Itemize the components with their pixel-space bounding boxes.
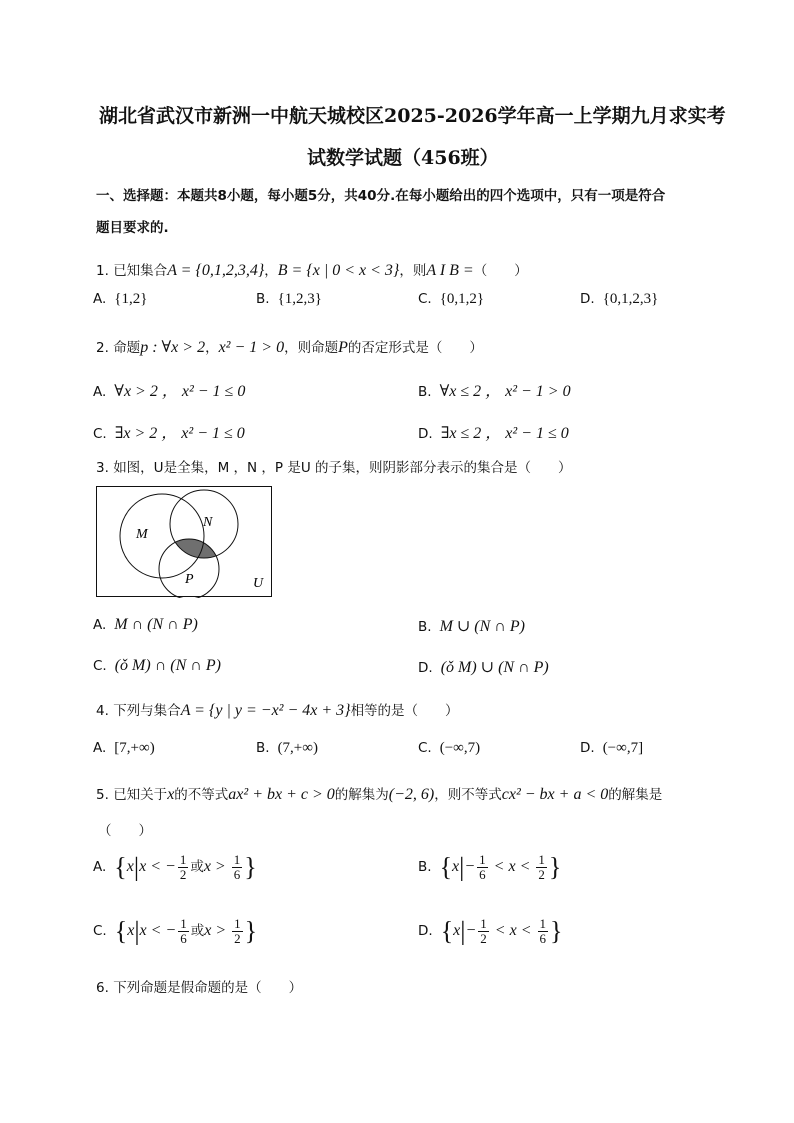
option-label: C. — [93, 426, 107, 442]
q1-option-b — [256, 291, 322, 308]
fraction: $\frac{1}{2}$ — [480, 915, 487, 946]
question-number: 5. — [96, 787, 109, 803]
q2-option-c — [93, 420, 245, 443]
math-expression: P — [338, 339, 348, 356]
option-text: ∃x > 2 ， x² − 1 ≤ 0 — [114, 425, 245, 442]
q3-option-d — [418, 657, 549, 677]
q5-option-b: B. {x|− $\frac{1}{6}$ < x < $\frac{1}{2}$ } — [418, 851, 562, 882]
or-text: 或 — [190, 858, 204, 875]
option-text: ∃x ≤ 2 ， x² − 1 ≤ 0 — [440, 425, 569, 442]
option-text: M ∪ (N ∩ P) — [439, 618, 525, 635]
q4-option-d — [580, 740, 643, 757]
title-line-1: 湖北省武汉市新洲一中航天城校区2025-2026学年高一上学期九月求实考 — [99, 105, 726, 127]
q2-option-d — [418, 420, 569, 443]
math-expression: A I B = — [426, 262, 474, 279]
option-label: D. — [580, 740, 595, 756]
answer-paren: （ ） — [473, 263, 528, 279]
option-label: C. — [93, 658, 107, 674]
option-text: ∀x ≤ 2 ， x² − 1 > 0 — [439, 383, 571, 400]
option-text: {1,2,3} — [277, 291, 322, 307]
q4-option-a — [93, 740, 155, 757]
fraction: $\frac{1}{6}$ — [479, 851, 486, 882]
q3-option-c — [93, 657, 221, 675]
option-label: A. — [93, 740, 107, 756]
math-expression: x² − 1 > 0 — [218, 339, 285, 356]
or-text: 或 — [190, 922, 205, 939]
title-line-2: 试数学试题（456班） — [307, 147, 499, 169]
q1-option-d — [580, 291, 658, 308]
question-text: 相等的是（ ） — [350, 703, 459, 719]
option-text: (−∞,7] — [602, 740, 644, 756]
option-label: A. — [93, 617, 107, 633]
question-number: 3. — [96, 460, 109, 476]
question-text: 的解集是 — [608, 787, 663, 803]
q4-option-c — [418, 740, 480, 757]
q2-option-b — [418, 378, 571, 401]
option-label: C. — [93, 922, 107, 939]
math-expression: A = {0,1,2,3,4} — [167, 262, 265, 279]
q2-option-a — [93, 378, 245, 401]
option-text: M ∩ (N ∩ P) — [114, 616, 198, 633]
option-label: B. — [256, 740, 270, 756]
section-heading-line-1: 一、选择题：本题共8小题，每小题5分，共40分.在每小题给出的四个选项中，只有一项是符合 — [96, 188, 666, 204]
option-text: [7,+∞) — [114, 740, 155, 756]
question-number: 6. — [96, 980, 109, 996]
option-label: A. — [93, 384, 107, 400]
circle-m — [120, 494, 204, 578]
math-expression: (−2, 6) — [388, 786, 435, 803]
q3-option-b — [418, 616, 525, 636]
label-m: M — [136, 527, 148, 542]
question-6-stem — [96, 976, 302, 996]
question-text: 下列命题是假命题的是（ ） — [113, 980, 303, 996]
option-label: B. — [418, 384, 432, 400]
question-3-stem — [96, 456, 572, 476]
fraction: $\frac{1}{2}$ — [538, 851, 545, 882]
option-text: (−∞,7) — [439, 740, 481, 756]
question-text: ，则 — [399, 263, 427, 279]
option-text: (ǒ M) ∪ (N ∩ P) — [440, 659, 549, 676]
question-text: 已知集合 — [113, 263, 168, 279]
option-label: C. — [418, 291, 432, 307]
question-text: 下列与集合 — [113, 703, 181, 719]
option-text: {0,1,2,3} — [602, 291, 659, 307]
question-number: 2. — [96, 340, 109, 356]
option-label: B. — [418, 858, 432, 875]
option-label: A. — [93, 291, 107, 307]
option-label: D. — [418, 660, 433, 676]
math-expression: p : ∀x > 2 — [140, 339, 206, 356]
question-text: 的否定形式是（ ） — [347, 340, 483, 356]
fraction: $\frac{1}{2}$ — [179, 851, 187, 882]
question-5-stem — [96, 783, 662, 804]
q5-answer-paren: （ ） — [98, 823, 152, 839]
q5-option-d: D. {x|− $\frac{1}{2}$ < x < $\frac{1}{6}$ } — [418, 915, 563, 946]
question-number: 4. — [96, 703, 109, 719]
option-label: A. — [93, 858, 107, 875]
q1-option-c — [418, 291, 484, 308]
math-expression: B = {x | 0 < x < 3} — [277, 262, 400, 279]
option-text: ∀x > 2 ， x² − 1 ≤ 0 — [114, 383, 246, 400]
q1-option-a — [93, 291, 147, 308]
option-label: C. — [418, 740, 432, 756]
label-n: N — [203, 515, 213, 530]
question-text: 如图，U是全集，M ，N ，P 是U 的子集，则阴影部分表示的集合是（ ） — [113, 460, 572, 476]
punctuation: ， — [264, 263, 278, 279]
question-text: ，则命题 — [284, 340, 339, 356]
option-text: {0,1,2} — [439, 291, 485, 307]
fraction: $\frac{1}{6}$ — [233, 851, 241, 882]
question-1-stem — [96, 259, 528, 280]
math-expression: ax² + bx + c > 0 — [228, 786, 335, 803]
option-label: B. — [418, 619, 432, 635]
label-u: U — [253, 576, 264, 591]
option-text: (7,+∞) — [277, 740, 318, 756]
math-expression: A = {y | y = −x² − 4x + 3} — [180, 702, 351, 719]
question-text: ，则不等式 — [434, 787, 502, 803]
question-text: 的解集为 — [334, 787, 389, 803]
venn-diagram — [96, 486, 274, 598]
fraction: $\frac{1}{6}$ — [180, 915, 187, 946]
question-number: 1. — [96, 263, 109, 279]
option-label: B. — [256, 291, 270, 307]
math-expression: cx² − bx + a < 0 — [501, 786, 609, 803]
q5-option-c: C. {x|x < − $\frac{1}{6}$ 或x > $\frac{1}{2}$ } — [93, 915, 258, 946]
question-4-stem — [96, 699, 459, 720]
q4-option-b — [256, 740, 318, 757]
question-text: 已知关于 — [113, 787, 168, 803]
fraction: $\frac{1}{6}$ — [539, 915, 546, 946]
option-text: (ǒ M) ∩ (N ∩ P) — [114, 657, 221, 674]
q3-option-a — [93, 616, 198, 634]
fraction: $\frac{1}{2}$ — [234, 915, 241, 946]
option-label: D. — [418, 922, 433, 939]
math-expression: x — [167, 786, 175, 803]
punctuation: ， — [205, 340, 219, 356]
option-text: {1,2} — [114, 291, 148, 307]
q5-option-a: A. {x|x < − $\frac{1}{2}$ 或x > $\frac{1}{6}$ } — [93, 851, 257, 882]
question-text: 的不等式 — [174, 787, 229, 803]
question-text: 命题 — [113, 340, 141, 356]
question-2-stem — [96, 336, 483, 357]
label-p: P — [185, 572, 194, 587]
option-label: D. — [418, 426, 433, 442]
option-label: D. — [580, 291, 595, 307]
section-heading-line-2: 题目要求的. — [96, 220, 169, 236]
